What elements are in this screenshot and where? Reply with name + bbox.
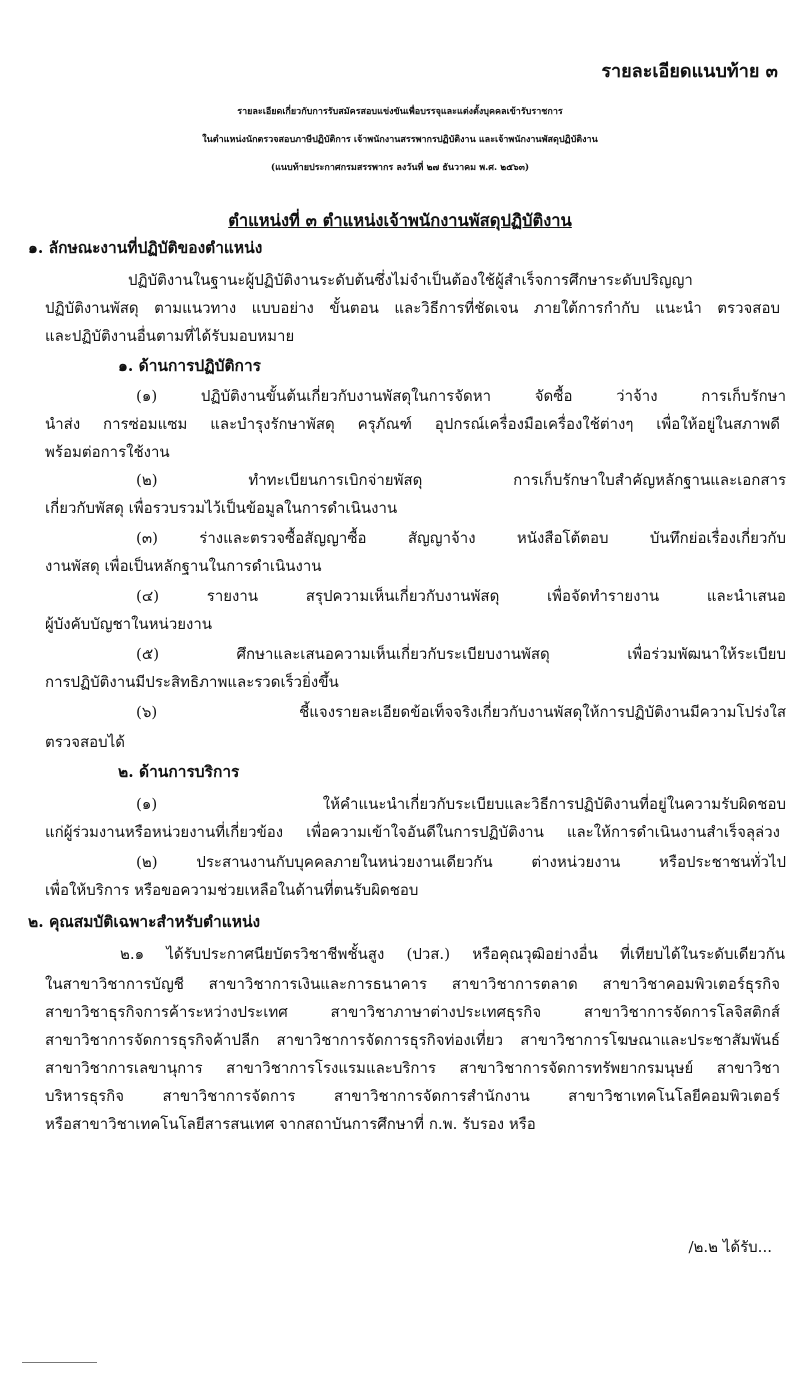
operations-item-5-cont: การปฏิบัติงานมีประสิทธิภาพและรวดเร็วยิ่งขึ้น [45,673,339,691]
operations-item-3: (๓) ร่างและตรวจซื้อสัญญาซื้อ สัญญาจ้าง หนังสือโต้ตอบ บันทึกย่อเรื่องเกี่ยวกับ [136,529,786,547]
operations-item-1-cont: นำส่ง การซ่อมแซม และบำรุงรักษาพัสดุ ครุภัณฑ์ อุปกรณ์เครื่องมือเครื่องใช้ต่างๆ เพื่อให้อยู่ในสภาพดี [45,415,780,433]
operations-item-4-cont: ผู้บังคับบัญชาในหน่วยงาน [45,615,213,633]
operations-item-1-cont: พร้อมต่อการใช้งาน [45,443,170,461]
qualification-line: สาขาวิชาการจัดการธุรกิจค้าปลีก สาขาวิชาการจัดการธุรกิจท่องเที่ยว สาขาวิชาการโฆษณาและประชาสัมพันธ์ [45,1031,780,1049]
annex-label: รายละเอียดแนบท้าย ๓ [601,61,778,82]
qualification-line: สาขาวิชาการเลขานุการ สาขาวิชาการโรงแรมและบริการ สาขาวิชาการจัดการทรัพยากรมนุษย์ สาขาวิชา [45,1059,780,1077]
subsection-service-title: ๒. ด้านการบริการ [118,762,240,781]
heading-line-3: (แนบท้ายประกาศกรมสรรพากร ลงวันที่ ๒๗ ธันวาคม พ.ศ. ๒๕๖๓) [270,163,530,173]
section-1-intro-line: ปฏิบัติงานในฐานะผู้ปฏิบัติงานระดับต้นซึ่งไม่จำเป็นต้องใช้ผู้สำเร็จการศึกษาระดับปริญญา [128,271,693,289]
operations-item-1: (๑) ปฏิบัติงานขั้นต้นเกี่ยวกับงานพัสดุในการจัดหา จัดซื้อ ว่าจ้าง การเก็บรักษา [136,387,786,405]
service-item-2-cont: เพื่อให้บริการ หรือขอความช่วยเหลือในด้านที่ตนรับผิดชอบ [45,881,419,899]
section-1-intro-line: และปฏิบัติงานอื่นตามที่ได้รับมอบหมาย [45,327,295,345]
operations-item-4: (๔) รายงาน สรุปความเห็นเกี่ยวกับงานพัสดุ เพื่อจัดทำรายงาน และนำเสนอ [136,587,786,605]
qualification-line: ๒.๑ ได้รับประกาศนียบัตรวิชาชีพชั้นสูง (ปวส.) หรือคุณวุฒิอย่างอื่น ที่เทียบได้ในระดับเดียวกัน [120,945,785,963]
qualification-line: หรือสาขาวิชาเทคโนโลยีสารสนเทศ จากสถาบันการศึกษาที่ ก.พ. รับรอง หรือ [45,1115,536,1133]
subsection-operations-title: ๑. ด้านการปฏิบัติการ [118,356,261,375]
service-item-1-cont: แก่ผู้ร่วมงานหรือหน่วยงานที่เกี่ยวข้อง เพื่อความเข้าใจอันดีในการปฏิบัติงาน และให้การดำเนินงานสำเร็จลุล่วง [45,823,780,841]
section-2-title: ๒. คุณสมบัติเฉพาะสำหรับตำแหน่ง [28,912,261,931]
operations-item-3-cont: งานพัสดุ เพื่อเป็นหลักฐานในการดำเนินงาน [45,557,322,575]
footer-divider [22,1362,97,1363]
qualification-line: สาขาวิชาธุรกิจการค้าระหว่างประเทศ สาขาวิชาภาษาต่างประเทศธุรกิจ สาขาวิชาการจัดการโลจิสติกส์ [45,1003,780,1021]
operations-item-5: (๕) ศึกษาและเสนอความเห็นเกี่ยวกับระเบียบงานพัสดุ เพื่อร่วมพัฒนาให้ระเบียบ [136,645,786,663]
section-1-intro-line: ปฏิบัติงานพัสดุ ตามแนวทาง แบบอย่าง ขั้นตอน และวิธีการที่ชัดเจน ภายใต้การกำกับ แนะนำ ตรวจสอบ [45,299,780,317]
heading-line-1: รายละเอียดเกี่ยวกับการรับสมัครสอบแข่งขันเพื่อบรรจุและแต่งตั้งบุคคลเข้ารับราชการ [237,107,563,117]
operations-item-2-cont: เกี่ยวกับพัสดุ เพื่อรวบรวมไว้เป็นข้อมูลในการดำเนินงาน [45,499,398,517]
document-heading [0,98,800,182]
operations-item-6: (๖) ชี้แจงรายละเอียดข้อเท็จจริงเกี่ยวกับงานพัสดุให้การปฏิบัติงานมีความโปร่งใส [136,703,786,721]
operations-item-2: (๒) ทำทะเบียนการเบิกจ่ายพัสดุ การเก็บรักษาใบสำคัญหลักฐานและเอกสาร [136,471,786,489]
continued-marker: /๒.๒ ได้รับ... [688,1238,772,1256]
service-item-1: (๑) ให้คำแนะนำเกี่ยวกับระเบียบและวิธีการปฏิบัติงานที่อยู่ในความรับผิดชอบ [136,795,786,813]
section-1-title: ๑. ลักษณะงานที่ปฏิบัติของตำแหน่ง [28,238,263,257]
position-title: ตำแหน่งที่ ๓ ตำแหน่งเจ้าพนักงานพัสดุปฏิบัติงาน [228,211,572,230]
service-item-2: (๒) ประสานงานกับบุคคลภายในหน่วยงานเดียวกัน ต่างหน่วยงาน หรือประชาชนทั่วไป [136,853,786,871]
heading-line-2: ในตำแหน่งนักตรวจสอบภาษีปฏิบัติการ เจ้าพนักงานสรรพากรปฏิบัติงาน และเจ้าพนักงานพัสดุปฏิบัติงาน [202,135,598,145]
operations-item-6-cont: ตรวจสอบได้ [45,733,125,751]
qualification-line: ในสาขาวิชาการบัญชี สาขาวิชาการเงินและการธนาคาร สาขาวิชาการตลาด สาขาวิชาคอมพิวเตอร์ธุรกิจ [45,975,780,993]
qualification-line: บริหารธุรกิจ สาขาวิชาการจัดการ สาขาวิชาการจัดการสำนักงาน สาขาวิชาเทคโนโลยีคอมพิวเตอร์ [45,1087,780,1105]
